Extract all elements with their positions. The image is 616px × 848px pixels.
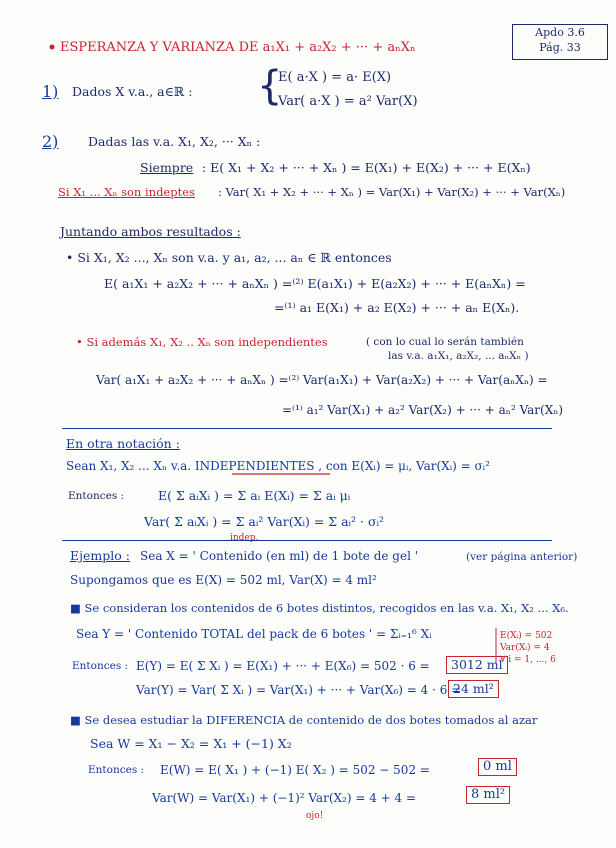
notation-expectation: E( Σ aᵢXᵢ ) = Σ aᵢ E(Xᵢ) = Σ aᵢ μᵢ — [158, 488, 351, 503]
brace-glyph: { — [257, 63, 283, 109]
combined-bullet-1: • Si X₁, X₂ ..., Xₙ son v.a. y a₁, a₂, ... aₙ ∈ ℝ entonces — [66, 250, 392, 265]
section-1-text: Dados X v.a., a∈ℝ : — [72, 84, 193, 99]
example-expectation-w: E(W) = E( X₁ ) + (−1) E( X₂ ) = 502 − 502 = — [160, 763, 430, 777]
section-2-text: Dadas las v.a. X₁, X₂, ··· Xₙ : — [88, 134, 261, 149]
independent-label: Si X₁ ... Xₙ son indeptes — [58, 185, 195, 199]
combined-variance-2: =⁽¹⁾ a₁² Var(X₁) + a₂² Var(X₂) + ··· + aₙ² Var(Xₙ) — [282, 403, 564, 417]
notation-then: Entonces : — [68, 490, 125, 502]
notation-indep-tag: indep. — [230, 533, 259, 543]
notation-heading: En otra notación : — [66, 436, 180, 451]
combined-bullet-2: • Si además X₁, X₂ .. Xₙ son independientes — [76, 335, 328, 349]
section-1-eq-variance: Var( a·X ) = a² Var(X) — [278, 94, 418, 109]
section-2-label: 2) — [42, 132, 59, 151]
example-variance-w: Var(W) = Var(X₁) + (−1)² Var(X₂) = 4 + 4 = — [152, 791, 417, 805]
example-result-ey: 3012 ml — [446, 656, 508, 674]
combined-note-1: ( con lo cual lo serán también — [366, 336, 524, 348]
example-side-note-1: E(Xᵢ) = 502 — [500, 631, 553, 641]
example-ojo-note: ojo! — [306, 811, 324, 821]
title-bullet-dot — [50, 45, 55, 50]
example-expectation-y: E(Y) = E( Σ Xᵢ ) = E(X₁) + ··· + E(X₆) = 502 · 6 = — [136, 659, 430, 673]
independent-equation: : Var( X₁ + X₂ + ··· + Xₙ ) = Var(X₁) + Var(X₂) + ··· + Var(Xₙ) — [218, 185, 566, 199]
example-part-1: ■ Se consideran los contenidos de 6 botes distintos, recogidos en las v.a. X₁, X₂ ... X₆. — [70, 601, 569, 615]
example-part-1-define: Sea Y = ' Contenido TOTAL del pack de 6 botes ' = Σᵢ₌₁⁶ Xᵢ — [76, 627, 432, 641]
page-title: ESPERANZA Y VARIANZA DE a₁X₁ + a₂X₂ + ··· + aₙXₙ — [60, 40, 416, 55]
example-line-2: Supongamos que es E(X) = 502 ml, Var(X) = 4 ml² — [70, 573, 377, 587]
combined-expectation-2: =⁽¹⁾ a₁ E(X₁) + a₂ E(X₂) + ··· + aₙ E(Xₙ). — [274, 300, 520, 315]
section-1-eq-expectation: E( a·X ) = a· E(X) — [278, 70, 392, 85]
example-then: Entonces : — [72, 660, 129, 672]
combined-expectation-1: E( a₁X₁ + a₂X₂ + ··· + aₙXₙ ) =⁽²⁾ E(a₁X₁) + E(a₂X₂) + ··· + E(aₙXₙ) = — [104, 276, 526, 291]
example-line-1-note: (ver página anterior) — [466, 551, 578, 563]
section-1-label: 1) — [42, 82, 59, 101]
always-label: Siempre — [140, 160, 194, 175]
always-equation: : E( X₁ + X₂ + ··· + Xₙ ) = E(X₁) + E(X₂) + ··· + E(Xₙ) — [202, 160, 531, 175]
example-part-2: ■ Se desea estudiar la DIFERENCIA de contenido de dos botes tomados al azar — [70, 713, 538, 727]
example-side-note-3: ∀ i = 1, ..., 6 — [500, 655, 556, 665]
reference-page: Pág. 33 — [539, 41, 581, 54]
reference-section: Apdo 3.6 — [535, 26, 585, 39]
example-label: Ejemplo : — [70, 548, 130, 563]
combined-heading: Juntando ambos resultados : — [60, 224, 241, 239]
example-variance-y: Var(Y) = Var( Σ Xᵢ ) = Var(X₁) + ··· + Var(X₆) = 4 · 6 = — [136, 683, 462, 697]
example-result-vw: 8 ml² — [466, 786, 510, 804]
example-line-1: Sea X = ' Contenido (en ml) de 1 bote de gel ' — [140, 549, 419, 563]
example-result-vy: 24 ml² — [448, 680, 499, 698]
notation-line: Sean X₁, X₂ ... Xₙ v.a. INDEPENDIENTES , con E(Xᵢ) = μᵢ, Var(Xᵢ) = σᵢ² — [66, 459, 490, 473]
combined-note-2: las v.a. a₁X₁, a₂X₂, ... aₙXₙ ) — [388, 350, 529, 362]
example-part-2-define: Sea W = X₁ − X₂ = X₁ + (−1) X₂ — [90, 736, 292, 751]
example-then-2: Entonces : — [88, 764, 145, 776]
combined-variance-1: Var( a₁X₁ + a₂X₂ + ··· + aₙXₙ ) =⁽²⁾ Var(a₁X₁) + Var(a₂X₂) + ··· + Var(aₙXₙ) = — [96, 373, 548, 387]
example-side-note-2: Var(Xᵢ) = 4 — [500, 643, 550, 653]
example-result-ew: 0 ml — [478, 758, 517, 776]
notation-variance: Var( Σ aᵢXᵢ ) = Σ aᵢ² Var(Xᵢ) = Σ aᵢ² · σᵢ² — [144, 514, 385, 529]
